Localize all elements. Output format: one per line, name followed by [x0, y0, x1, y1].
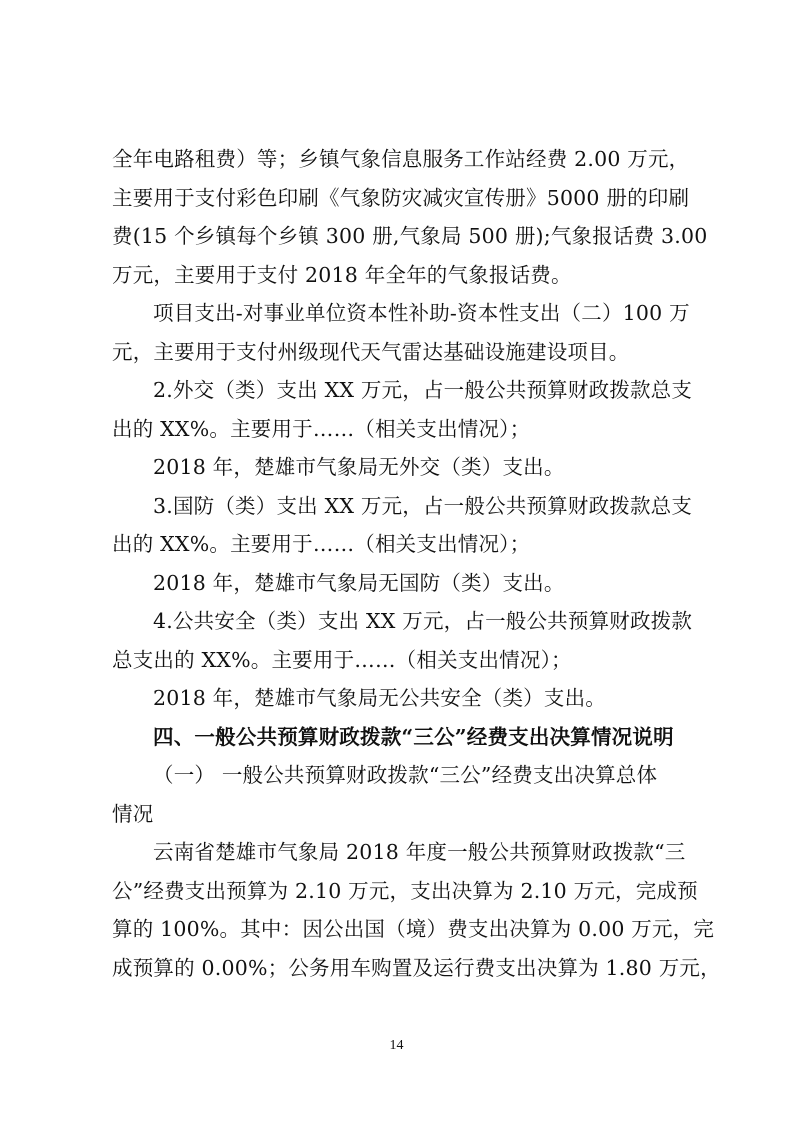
text-line: 费(15 个乡镇每个乡镇 300 册,气象局 500 册);气象报话费 3.00 — [112, 224, 708, 248]
text-line: 3.国防（类）支出 XX 万元，占一般公共预算财政拨款总支 — [153, 493, 693, 518]
text-line: 4.公共安全（类）支出 XX 万元，占一般公共预算财政拨款 — [153, 609, 693, 633]
text-line: 主要用于支付彩色印刷《气象防灾减灾宣传册》5000 册的印刷 — [112, 185, 690, 210]
page-number: 14 — [389, 1038, 404, 1053]
text-line: 总支出的 XX%。主要用于……（相关支出情况）； — [112, 647, 572, 672]
text-line: 公”经费支出预算为 2.10 万元，支出决算为 2.10 万元，完成预 — [112, 878, 698, 903]
text-line: 全年电路租费）等；乡镇气象信息服务工作站经费 2.00 万元， — [112, 147, 690, 171]
text-line: 元，主要用于支付州级现代天气雷达基础设施建设项目。 — [112, 339, 630, 364]
text-line: 成预算的 0.00%；公务用车购置及运行费支出决算为 1.80 万元， — [112, 955, 721, 980]
text-line: 项目支出-对事业单位资本性补助-资本性支出（二）100 万 — [153, 301, 690, 325]
text-line: 算的 100%。其中：因公出国（境）费支出决算为 0.00 万元，完 — [112, 917, 715, 941]
section-heading: 四、一般公共预算财政拨款“三公”经费支出决算情况说明 — [153, 724, 674, 749]
text-line: 2.外交（类）支出 XX 万元，占一般公共预算财政拨款总支 — [153, 378, 693, 402]
text-line: 出的 XX%。主要用于……（相关支出情况）； — [112, 416, 531, 441]
text-line: 云南省楚雄市气象局 2018 年度一般公共预算财政拨款“三 — [153, 840, 686, 864]
text-line: （一） 一般公共预算财政拨款“三公”经费支出决算总体 — [153, 763, 658, 787]
text-line: 2018 年，楚雄市气象局无外交（类）支出。 — [153, 455, 565, 479]
text-line: 情况 — [112, 801, 154, 826]
text-line: 2018 年，楚雄市气象局无公共安全（类）支出。 — [153, 686, 606, 710]
body-text — [112, 140, 721, 987]
text-line: 万元，主要用于支付 2018 年全年的气象报话费。 — [112, 262, 572, 287]
text-line: 出的 XX%。主要用于……（相关支出情况）； — [112, 532, 531, 556]
text-line: 2018 年，楚雄市气象局无国防（类）支出。 — [153, 570, 565, 595]
